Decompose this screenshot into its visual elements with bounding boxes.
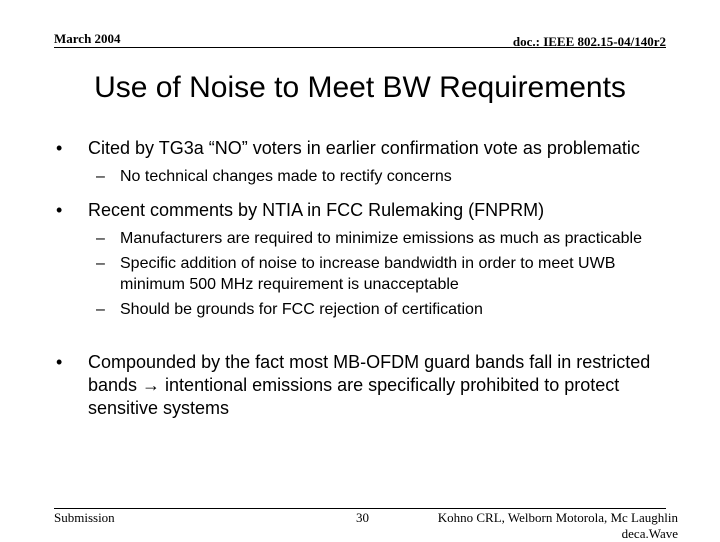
header-doc-id: doc.: IEEE 802.15-04/140r2 bbox=[512, 34, 666, 49]
sub-bullet-2-1 bbox=[56, 228, 656, 249]
bullet-3-text: Compounded by the fact most MB-OFDM guard bands fall in restricted bands → intentional emissions are specifically prohibited to protect sensitive systems bbox=[88, 352, 651, 418]
footer-submission: Submission bbox=[54, 510, 115, 525]
footer-authors bbox=[438, 510, 678, 542]
sub-bullet-2-2 bbox=[56, 253, 656, 295]
sub-bullet-dash: – bbox=[96, 168, 105, 185]
sub-bullet-dash: – bbox=[96, 255, 105, 272]
header-rule bbox=[54, 47, 666, 48]
bullet-dot: • bbox=[56, 200, 63, 220]
sub-bullet-2-3 bbox=[56, 299, 656, 320]
footer-rule bbox=[54, 508, 666, 509]
header-date: March 2004 bbox=[54, 31, 121, 46]
bullet-dot: • bbox=[56, 352, 63, 372]
bullet-1-text: Cited by TG3a “NO” voters in earlier confirmation vote as problematic bbox=[88, 138, 640, 158]
sub-bullet-2-2-text: Specific addition of noise to increase bandwidth in order to meet UWB minimum 500 MHz requirement is unacceptable bbox=[120, 255, 616, 293]
footer-page-number: 30 bbox=[356, 510, 369, 525]
sub-bullet-dash: – bbox=[96, 230, 105, 247]
bullet-3 bbox=[56, 351, 656, 420]
sub-bullet-2-1-text: Manufacturers are required to minimize emissions as much as practicable bbox=[120, 230, 642, 247]
bullet-2 bbox=[56, 199, 656, 222]
slide-title: Use of Noise to Meet BW Requirements bbox=[94, 71, 626, 104]
footer-authors-line-2: deca.Wave bbox=[621, 526, 678, 541]
slide-body bbox=[56, 137, 656, 420]
sub-bullet-1-1 bbox=[56, 166, 656, 187]
footer-authors-line-1: Kohno CRL, Welborn Motorola, Mc Laughlin bbox=[437, 510, 678, 525]
sub-bullet-2-3-text: Should be grounds for FCC rejection of certification bbox=[120, 301, 483, 318]
sub-bullet-1-1-text: No technical changes made to rectify concerns bbox=[120, 168, 452, 185]
bullet-1 bbox=[56, 137, 656, 160]
sub-bullet-dash: – bbox=[96, 301, 105, 318]
bullet-dot: • bbox=[56, 138, 63, 158]
bullet-2-text: Recent comments by NTIA in FCC Rulemaking (FNPRM) bbox=[88, 200, 545, 220]
